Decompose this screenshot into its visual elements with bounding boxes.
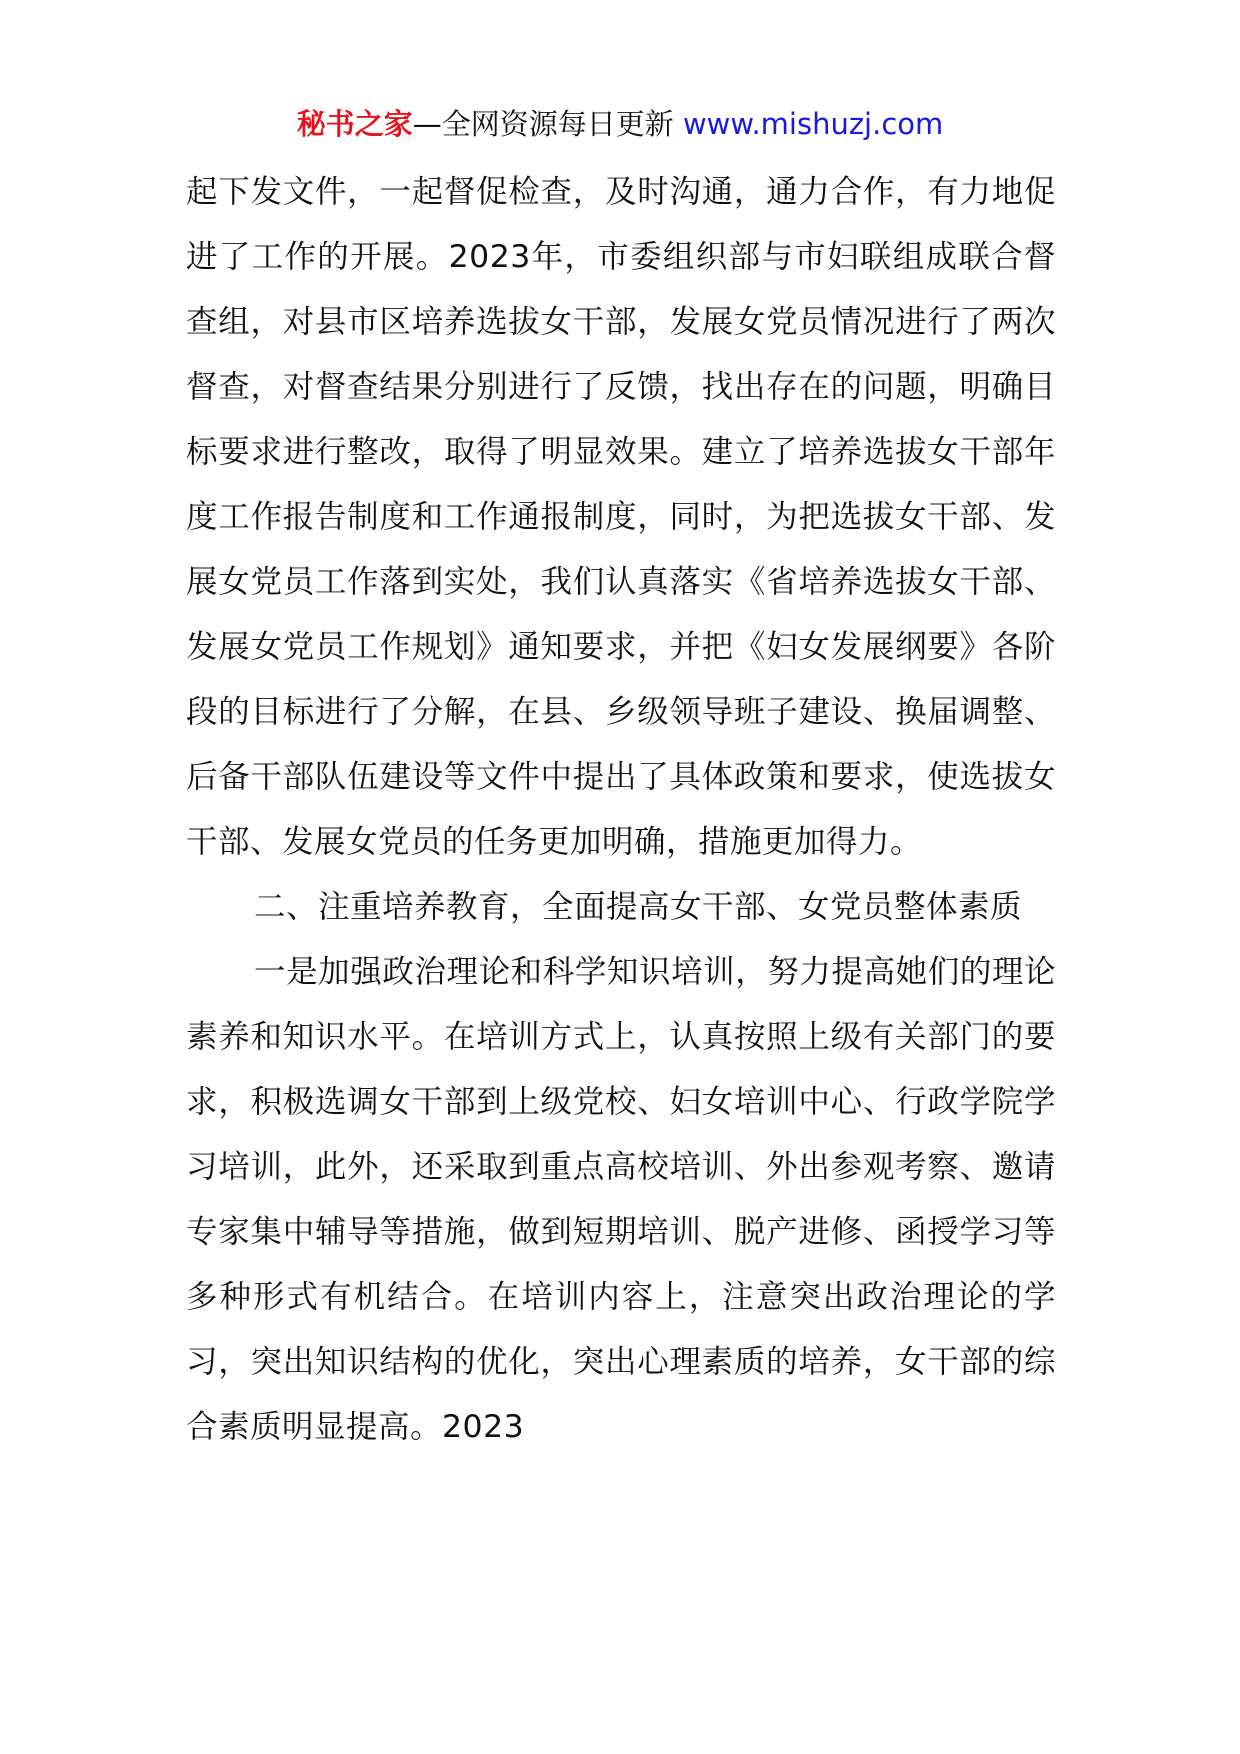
paragraph-training: 一是加强政治理论和科学知识培训，努力提高她们的理论素养和知识水平。在培训方式上，认真按照上级有关部门的要求，积极选调女干部到上级党校、妇女培训中心、行政学院学习培训，此外，还采取到重点高校培训、外出参观考察、邀请专家集中辅导等措施，做到短期培训、脱产进修、函授学习等多种形式有机结合。在培训内容上，注意突出政治理论的学习，突出知识结构的优化，突出心理素质的培养，女干部的综合素质明显提高。2023 bbox=[186, 954, 1056, 1445]
section-heading: 二、注重培养教育，全面提高女干部、女党员整体素质 bbox=[254, 889, 1023, 925]
document-body bbox=[186, 160, 1056, 1460]
site-url[interactable]: www.mishuzj.com bbox=[682, 107, 944, 141]
site-header bbox=[0, 104, 1240, 144]
paragraph-continued: 起下发文件，一起督促检查，及时沟通，通力合作，有力地促进了工作的开展。2023年，市委组织部与市妇联组成联合督查组，对县市区培养选拔女干部，发展女党员情况进行了两次督查，对督查结果分别进行了反馈，找出存在的问题，明确目标要求进行整改，取得了明显效果。建立了培养选拔女干部年度工作报告制度和工作通报制度，同时，为把选拔女干部、发展女党员工作落到实处，我们认真落实《省培养选拔女干部、发展女党员工作规划》通知要求，并把《妇女发展纲要》各阶段的目标进行了分解，在县、乡级领导班子建设、换届调整、后备干部队伍建设等文件中提出了具体政策和要求，使选拔女干部、发展女党员的任务更加明确，措施更加得力。 bbox=[186, 174, 1056, 860]
brand-name: 秘书之家 bbox=[296, 107, 413, 141]
header-tagline: —全网资源每日更新 bbox=[412, 107, 683, 141]
